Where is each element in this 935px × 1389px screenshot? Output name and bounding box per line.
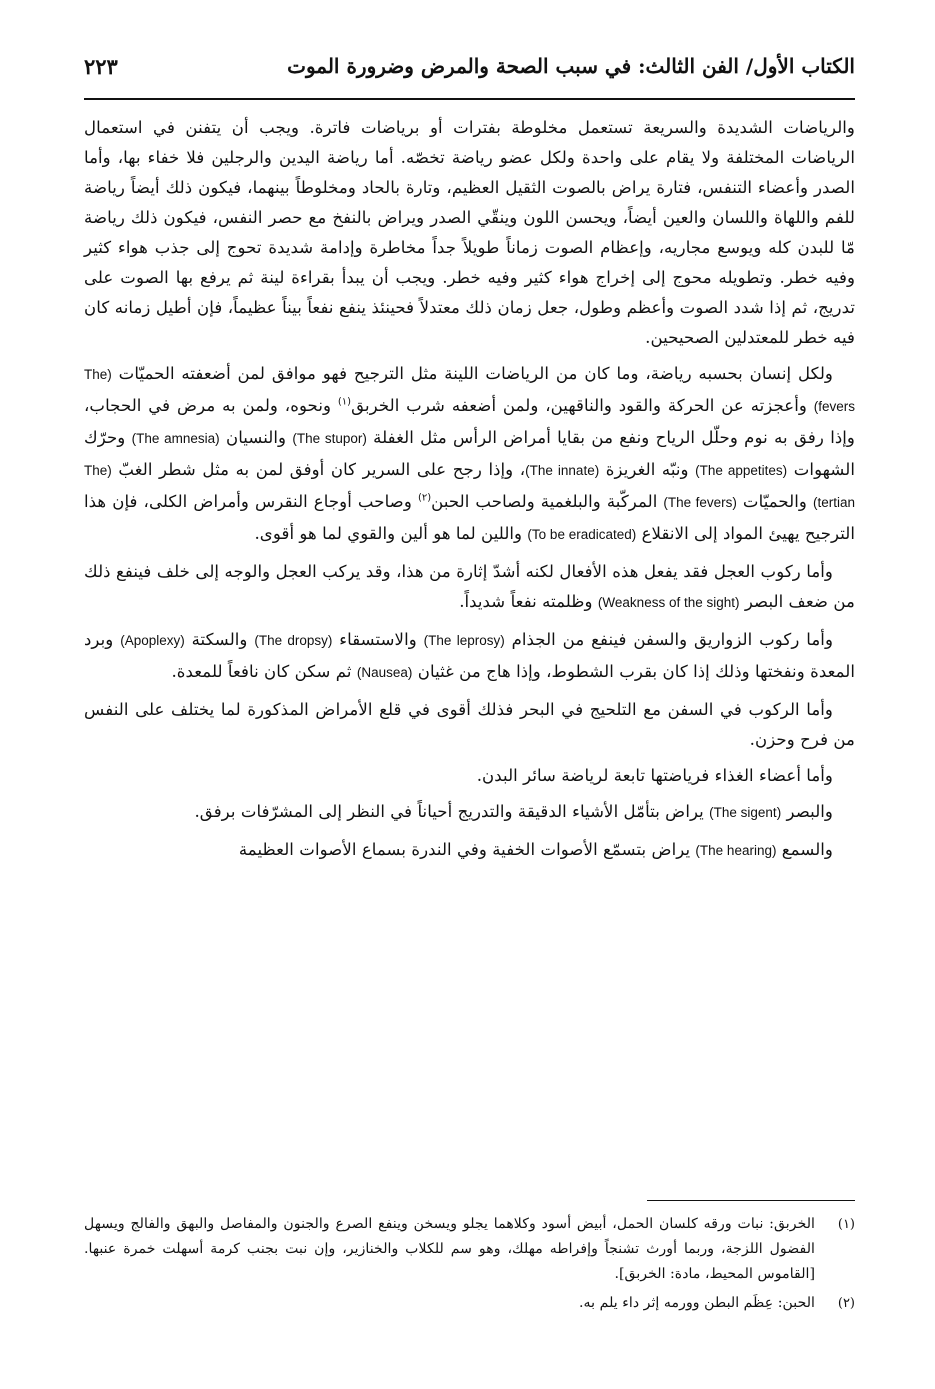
english-term: (Weakness of the sight) — [597, 595, 740, 610]
text-run: ونبّه الغريزة — [605, 459, 689, 479]
text-run: وأما ركوب العجل فقد يفعل هذه الأفعال لكنه أشدّ إثارة من هذا، وقد يركب العجل والوجه إلى خلف فينفع ذلك من ضعف البصر — [84, 561, 855, 611]
footnote-ref: (٢) — [417, 492, 432, 504]
text-run: وأما ركوب الزواريق والسفن فينفع من الجذام — [511, 629, 833, 649]
text-run: والسكتة — [191, 629, 248, 649]
english-term: (The dropsy) — [254, 633, 333, 648]
text-run: ثم سكن كان نافعاً للمعدة. — [171, 661, 352, 681]
paragraph-7 — [84, 796, 855, 828]
text-run: ونحوه، ولمن به مرض في الحجاب، وإذا رفق به نوم وحلّل الرياح ونفع من بقايا أمراض الرأس مثل الغفلة — [84, 395, 855, 447]
paragraph-5 — [84, 694, 855, 754]
footnote-number: (٢) — [837, 1296, 855, 1311]
english-term: (The appetites) — [695, 463, 788, 478]
english-term: (The stupor) — [292, 431, 367, 446]
text-run: يراض بتسمّع الأصوات الخفية وفي الندرة بسماع الأصوات العظيمة — [238, 839, 691, 859]
footnote-1 — [84, 1212, 855, 1287]
paragraph-8 — [84, 834, 855, 866]
english-term: (The hearing) — [695, 843, 777, 858]
footnote-text: الحبن: عِظَم البطن وورمه إثر داء يلم به. — [579, 1295, 815, 1311]
text-run: والبصر — [786, 801, 833, 821]
text-run: والحميّات — [742, 491, 807, 511]
text-run: يراض بتأمّل الأشياء الدقيقة والتدريج أحياناً في النظر إلى المشرّفات برفق. — [194, 801, 704, 821]
text-run: والنسيان — [225, 427, 287, 447]
text-run: وأما الركوب في السفن مع التلحيج في البحر فذلك أقوى في قلع الأمراض المذكورة لما يختلف على النفس من فرح وحزن. — [84, 699, 855, 749]
text-run: المركّبة والبلغمية ولصاحب الحبن — [431, 491, 658, 511]
text-run: وأما أعضاء الغذاء فرياضتها تابعة لرياضة سائر البدن. — [476, 765, 833, 785]
page-number: ٢٢٣ — [84, 54, 118, 79]
footnotes — [84, 1212, 855, 1320]
footnote-divider — [647, 1200, 855, 1201]
paragraph-2 — [84, 358, 855, 550]
english-term: (To be eradicated) — [527, 527, 637, 542]
page-header — [84, 48, 855, 100]
paragraph-4 — [84, 624, 855, 688]
english-term: (The fevers) — [84, 367, 856, 414]
paragraph-6 — [84, 760, 855, 790]
text-run: والاستسقاء — [339, 629, 417, 649]
main-text — [84, 112, 855, 872]
text-run: والرياضات الشديدة والسريعة تستعمل مخلوطة بفترات أو برياضات فاترة. ويجب أن يتفنن في استعمال الرياضات المختلفة ولا يقام على واحدة ولكل عضو رياضة تخصّه. أما رياضة اليدين والرجلين فلا خفاء بها، وأما الصدر وأعضاء التنفس، فتارة يراض بالصوت الثقيل العظيم، وتارة بالحاد ومخلوطاً بينهما، فيكون ذلك أيضاً رياضة للفم واللهاة واللسان والعين أيضاً، ويحسن اللون وينقّي الصدر ويراض بالنفخ مع حصر النفس، فيكون ذلك رياضة مّا للبدن كله ويوسع مجاريه، وإعظام الصوت زماناً طويلاً جداً مخاطرة وإدامة شديدة تحوج إلى جذب هواء كثير وفيه خطر. وتطويله محوج إلى إخراج هواء كثير وفيه خطر. ويجب أن يبدأ بقراءة لينة ثم يرفع بها الصوت على تدريج، ثم إذا شدد الصوت وأعظم وطول، جعل زمان ذلك معتدلاً فحينئذ ينفع نفعاً بيناً عظيماً، فإن أطيل زمانه كان فيه خطر للمعتدلين الصحيحين. — [84, 117, 855, 347]
text-run: وحرّك الشهوات — [84, 427, 855, 479]
english-term: (The innate) — [525, 463, 600, 478]
footnote-2 — [84, 1291, 855, 1316]
text-run: وبرد المعدة ونفختها وذلك إذا كان بقرب الشطوط، وإذا هاج من غثيان — [84, 629, 855, 681]
text-run: وصاحب أوجاع النقرس وأمراض الكلى، فإن هذا الترجيح يهيئ المواد إلى الانقلاع — [84, 491, 855, 543]
text-run: وأعجزته عن الحركة والقود والناقهين، ولمن أضعفه شرب الخربق — [351, 395, 807, 415]
english-term: (The amnesia) — [131, 431, 220, 446]
text-run: واللين لما هو ألين والقوي لما هو أقوى. — [254, 523, 523, 543]
english-term: (The sigent) — [709, 805, 782, 820]
text-run: ، وإذا رجح على السرير كان أوفق لمن به مثل شطر الغبّ — [118, 459, 526, 479]
english-term: (Apoplexy) — [120, 633, 185, 648]
footnote-text: الخربق: نبات ورقه كلسان الحمل، أبيض أسود وكلاهما يجلو ويسخن وينفع الصرع والجنون والمفاصل والبهق والفالج ويسهل الفضول اللزجة، وربما أورث تشنجاً وإفراطه مهلك، وهو سم للكلاب والخنازير، وإن نبت بجنب كرمة أسهلت خمرة عنبها. [القاموس المحيط، مادة: الخربق]. — [84, 1216, 815, 1282]
english-term: (The fevers) — [663, 495, 737, 510]
english-term: (The leprosy) — [423, 633, 505, 648]
text-run: وظلمته نفعاً شديداً. — [459, 591, 593, 611]
text-run: ولكل إنسان بحسبه رياضة، وما كان من الرياضات اللينة مثل الترجيح فهو موافق لمن أضعفته الحميّات — [118, 363, 833, 383]
running-title: الكتاب الأول/ الفن الثالث: في سبب الصحة والمرض وضرورة الموت — [287, 54, 855, 78]
footnote-number: (١) — [837, 1217, 855, 1232]
paragraph-3 — [84, 556, 855, 618]
english-term: (The tertian) — [84, 463, 856, 510]
text-run: والسمع — [781, 839, 833, 859]
paragraph-1 — [84, 112, 855, 352]
footnote-ref: (١) — [337, 396, 352, 408]
english-term: (Nausea) — [356, 665, 413, 680]
